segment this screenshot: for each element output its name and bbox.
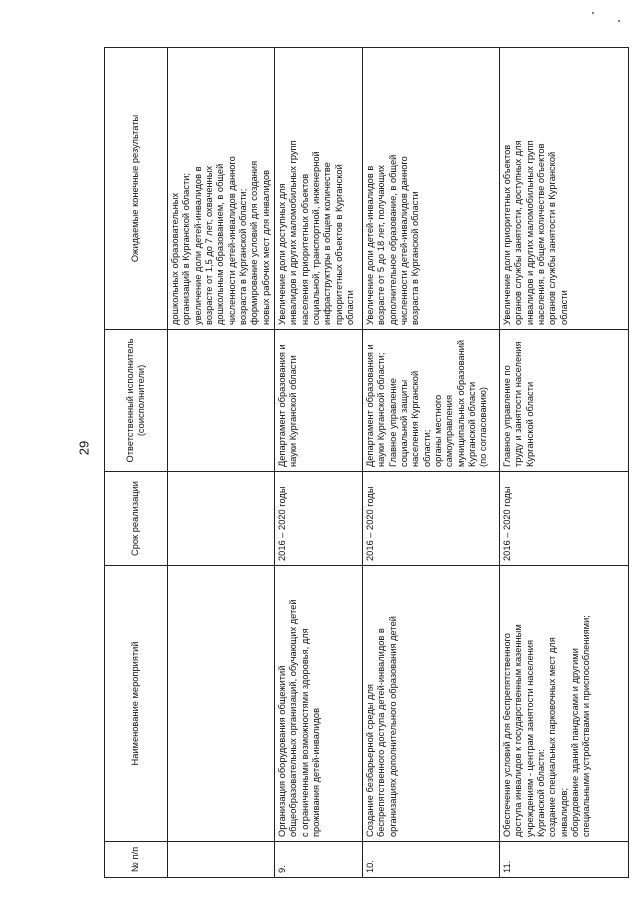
cell-executor: Департамент образования и науки Курганской области; Главное управление социальной защиты населения Курганской области; органы местного самоуправления муниципальных образований Курганской области (по согласованию) bbox=[362, 330, 499, 472]
cell-executor: Департамент образования и науки Курганской области bbox=[274, 330, 362, 472]
header-name: Наименование мероприятий bbox=[105, 566, 168, 842]
table-row bbox=[499, 48, 628, 878]
scan-dot bbox=[618, 20, 620, 22]
measures-table bbox=[104, 47, 629, 878]
cell-term bbox=[168, 472, 275, 566]
rotated-table-wrapper bbox=[104, 48, 599, 878]
scan-dot bbox=[592, 12, 594, 14]
cell-num bbox=[168, 842, 275, 878]
cell-name bbox=[168, 566, 275, 842]
table-row-continuation bbox=[168, 48, 275, 878]
cell-term: 2016 – 2020 годы bbox=[499, 472, 628, 566]
header-num: № п/п bbox=[105, 842, 168, 878]
cell-results: Увеличение доли приоритетных объектов органов службы занятости, доступных для инвалидов и других маломобильных групп населения, в общем количестве объектов органов службы занятости в Курганской области bbox=[499, 48, 628, 330]
cell-num: 9. bbox=[274, 842, 362, 878]
table-header-row bbox=[105, 48, 168, 878]
cell-name: Обеспечение условий для беспрепятственного доступа инвалидов к государственным казенным учреждениям - центрам занятости населения Курганской области: создание специальных парковочных мест для инвалидов; оборудование зданий пандусами и другими специальными устройствами и приспособлениями; bbox=[499, 566, 628, 842]
header-results: Ожидаемые конечные результаты bbox=[105, 48, 168, 330]
header-term: Срок реализации bbox=[105, 472, 168, 566]
page-number: 29 bbox=[76, 440, 92, 456]
cell-name: Создание безбарьерной среды для беспрепятственного доступа детей-инвалидов в организациях дополнительного образования детей bbox=[362, 566, 499, 842]
cell-executor: Главное управление по труду и занятости населения Курганской области bbox=[499, 330, 628, 472]
cell-term: 2016 – 2020 годы bbox=[274, 472, 362, 566]
cell-num: 11. bbox=[499, 842, 628, 878]
table-row bbox=[362, 48, 499, 878]
cell-results: Увеличение доли доступных для инвалидов и других маломобильных групп населения приоритетных объектов социальной, транспортной, инженерной инфраструктуры в общем количестве приоритетных объектов в Курганской области bbox=[274, 48, 362, 330]
table-row bbox=[274, 48, 362, 878]
cell-name: Организация оборудования общежитий общеобразовательных организаций, обучающих детей с ограниченными возможностями здоровья, для проживания детей-инвалидов bbox=[274, 566, 362, 842]
cell-executor bbox=[168, 330, 275, 472]
cell-results: дошкольных образовательных организаций в Курганской области; увеличение доли детей-инвалидов в возрасте от 1,5 до 7 лет, охваченных дошкольным образованием, в общей численности детей-инвалидов данного возраста в Курганской области; формирование условий для создания новых рабочих мест для инвалидов bbox=[168, 48, 275, 330]
header-executor: Ответственный исполнитель (соисполнители) bbox=[105, 330, 168, 472]
cell-term: 2016 – 2020 годы bbox=[362, 472, 499, 566]
cell-results: Увеличение доли детей-инвалидов в возрасте от 5 до 18 лет, получающих дополнительное образование, в общей численности детей-инвалидов данного возраста в Курганской области bbox=[362, 48, 499, 330]
cell-num: 10. bbox=[362, 842, 499, 878]
